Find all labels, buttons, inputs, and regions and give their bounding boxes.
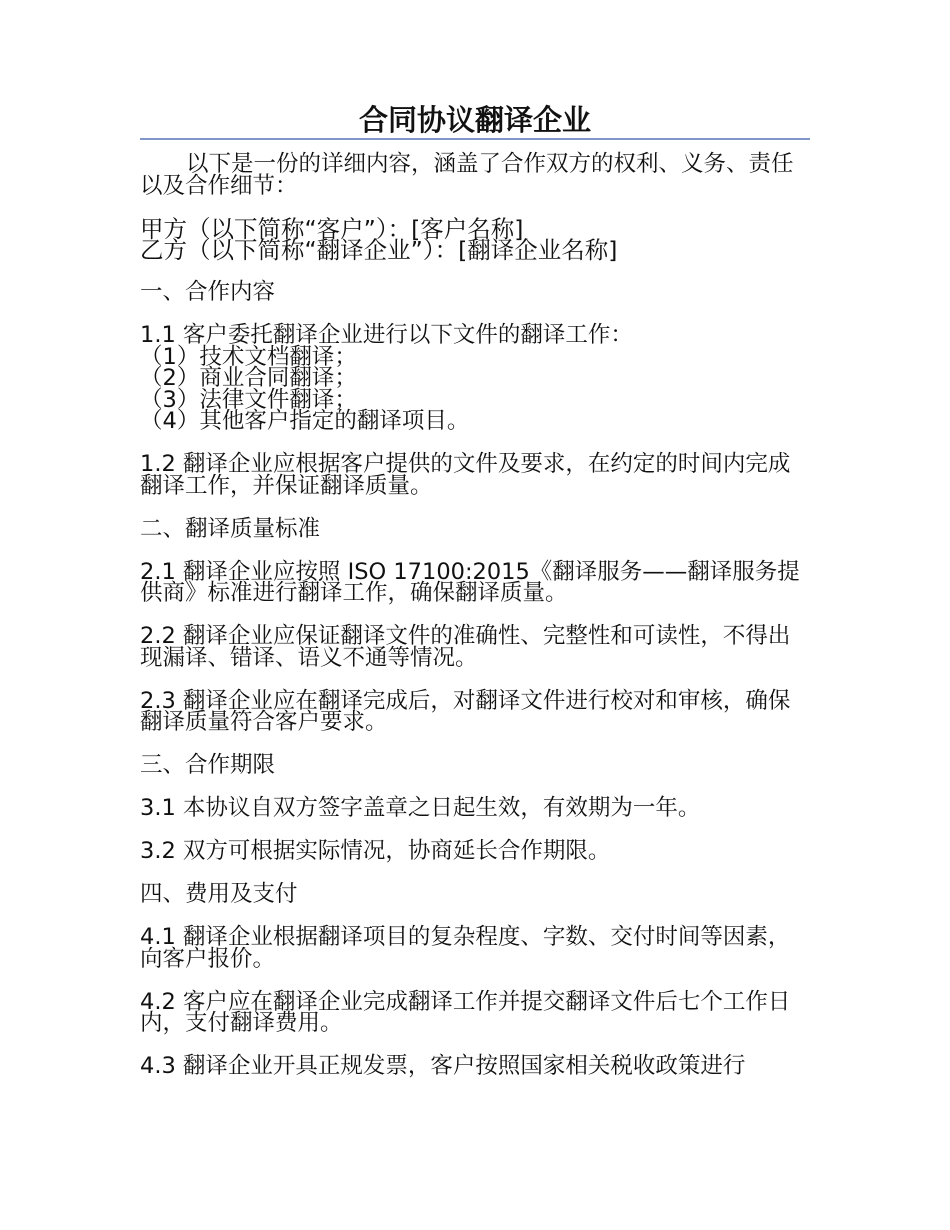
party-a: 甲方（以下简称“客户”）：[客户名称] bbox=[140, 214, 524, 243]
intro-paragraph: 以下是一份的详细内容，涵盖了合作双方的权利、义务、责任以及合作细节： bbox=[140, 151, 794, 199]
clause-1-1-block bbox=[140, 322, 812, 434]
section-heading-quality: 二、翻译质量标准 bbox=[140, 515, 321, 542]
section-heading-term: 三、合作期限 bbox=[140, 752, 276, 778]
clause-2-1: 2.1 翻译企业应按照 ISO 17100:2015《翻译服务——翻译服务提供商》标准进行翻译工作，确保翻译质量。 bbox=[140, 558, 800, 606]
party-b: 乙方（以下简称“翻译企业”）：[翻译企业名称] bbox=[140, 235, 618, 264]
clause-4-3: 4.3 翻译企业开具正规发票，客户按照国家相关税收政策进行 bbox=[140, 1053, 746, 1079]
clause-4-1: 4.1 翻译企业根据翻译项目的复杂程度、字数、交付时间等因素，向客户报价。 bbox=[140, 924, 791, 972]
document-body bbox=[140, 151, 812, 1099]
clause-2-2: 2.2 翻译企业应保证翻译文件的准确性、完整性和可读性，不得出现漏译、错译、语义不通等情况。 bbox=[140, 623, 791, 671]
title-underline bbox=[140, 138, 810, 140]
section-heading-cooperation: 一、合作内容 bbox=[140, 279, 276, 305]
list-item: （3）法律文件翻译； bbox=[140, 386, 357, 413]
list-item: （2）商业合同翻译； bbox=[140, 365, 357, 391]
list-item: （4）其他客户指定的翻译项目。 bbox=[140, 408, 470, 434]
clause-1-2: 1.2 翻译企业应根据客户提供的文件及要求，在约定的时间内完成翻译工作，并保证翻译质量。 bbox=[140, 451, 791, 499]
list-item: （1）技术文档翻译； bbox=[140, 343, 357, 370]
clause-4-2: 4.2 客户应在翻译企业完成翻译工作并提交翻译文件后七个工作日内，支付翻译费用。 bbox=[140, 988, 791, 1036]
clause-1-1: 1.1 客户委托翻译企业进行以下文件的翻译工作： bbox=[140, 322, 633, 348]
clause-3-1: 3.1 本协议自双方签字盖章之日起生效，有效期为一年。 bbox=[140, 795, 701, 821]
clause-3-2: 3.2 双方可根据实际情况，协商延长合作期限。 bbox=[140, 838, 611, 864]
section-heading-fees: 四、费用及支付 bbox=[140, 881, 298, 907]
document-title: 合同协议翻译企业 bbox=[358, 103, 591, 137]
clause-2-3: 2.3 翻译企业应在翻译完成后，对翻译文件进行校对和审核，确保翻译质量符合客户要求。 bbox=[140, 687, 791, 735]
parties-block bbox=[140, 214, 812, 264]
